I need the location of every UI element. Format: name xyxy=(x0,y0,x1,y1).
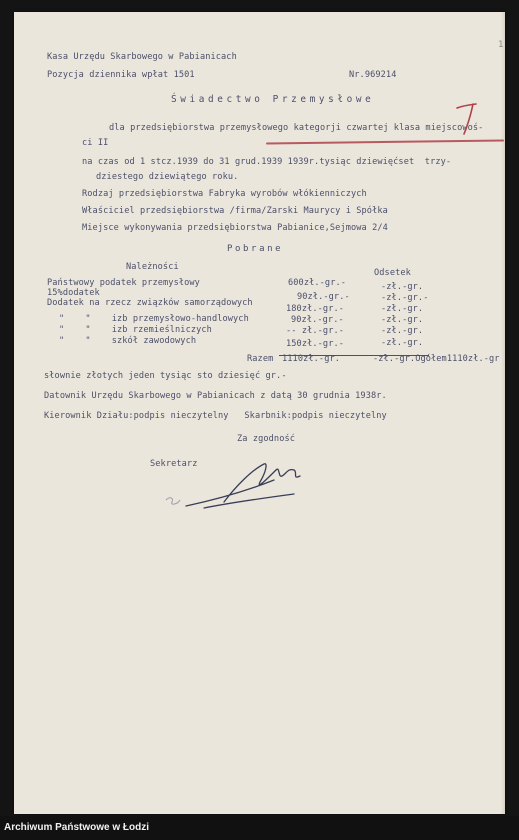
fee-row-interest: -zł.-gr. xyxy=(381,315,424,325)
body-line-4: dziestego dziewiątego roku. xyxy=(96,172,239,182)
pencil-page-mark: 1 xyxy=(498,40,504,50)
red-pencil-underline xyxy=(266,140,504,145)
fee-row-amount: -- zł.-gr.- xyxy=(286,326,345,336)
red-pencil-check-mark-icon xyxy=(454,100,484,138)
document-page xyxy=(14,12,505,814)
fee-row-interest: -zł.-gr. xyxy=(381,338,424,348)
fee-row-interest: -zł.-gr.- xyxy=(381,293,429,303)
fee-row-amount: 600zł.-gr.- xyxy=(288,278,347,288)
fee-row-label: " " izb rzemieślniczych xyxy=(59,325,212,335)
total-interest-grand-total: -zł.-gr.Ogółem1110zł.-gr xyxy=(373,354,500,364)
column-header-odsetek: Odsetek xyxy=(374,268,411,278)
business-type: Rodzaj przedsiębiorstwa Fabryka wyrobów włókienniczych xyxy=(82,189,367,199)
pobrane-label: Pobrane xyxy=(227,244,284,254)
handwritten-signature-icon xyxy=(164,456,314,516)
fee-row-label: Państwowy podatek przemysłowy xyxy=(47,278,200,288)
amount-in-words: słownie złotych jeden tysiąc sto dziesięć gr.- xyxy=(44,371,287,381)
body-line-2: ci II xyxy=(82,138,109,148)
total-label: Razem xyxy=(247,354,274,364)
total-amount: 1110zł.-gr. xyxy=(282,354,341,364)
document-title: Świadectwo Przemysłowe xyxy=(171,94,375,105)
fee-row-amount: 150zł.-gr.- xyxy=(286,339,345,349)
fee-row-interest: -zł.-gr. xyxy=(381,326,424,336)
fee-row-label: 15%dodatek xyxy=(47,288,100,298)
fee-row-amount: 90zł.-gr.- xyxy=(297,292,350,302)
fee-row-label: Dodatek na rzecz związków samorządowych xyxy=(47,298,253,308)
column-header-naleznosci: Należności xyxy=(126,262,179,272)
body-line-3: na czas od 1 stcz.1939 do 31 grud.1939 1939r.tysiąc dziewięćset trzy- xyxy=(82,157,452,167)
fee-row-label: " " szkół zawodowych xyxy=(59,336,197,346)
fee-row-label: " " izb przemysłowo-handlowych xyxy=(59,314,249,324)
secretary-label: Sekretarz xyxy=(150,459,198,469)
fee-row-interest: -zł.-gr. xyxy=(381,282,424,292)
date-stamp-line: Datownik Urzędu Skarbowego w Pabianicach z datą 30 grudnia 1938r. xyxy=(44,391,387,401)
archive-label: Archiwum Państwowe w Łodzi xyxy=(4,822,150,833)
signatures-line: Kierownik Działu:podpis nieczytelny Skarbnik:podpis nieczytelny xyxy=(44,411,387,421)
business-location: Miejsce wykonywania przedsiębiorstwa Pabianice,Sejmowa 2/4 xyxy=(82,223,388,233)
body-line-1: dla przedsiębiorstwa przemysłowego kategorji czwartej klasa miejscowoś- xyxy=(109,123,484,133)
header-office: Kasa Urzędu Skarbowego w Pabianicach xyxy=(47,52,237,62)
document-number: Nr.969214 xyxy=(349,70,397,80)
fee-row-amount: 90zł.-gr.- xyxy=(291,315,344,325)
journal-entry: Pozycja dziennika wpłat 1501 xyxy=(47,70,195,80)
owner: Właściciel przedsiębiorstwa /firma/Zarski Maurycy i Spółka xyxy=(82,206,388,216)
fee-row-amount: 180zł.-gr.- xyxy=(286,304,345,314)
page-edge xyxy=(501,12,505,814)
archive-footer xyxy=(0,816,519,840)
fee-row-interest: -zł.-gr. xyxy=(381,304,424,314)
certification-label: Za zgodność xyxy=(237,434,296,444)
